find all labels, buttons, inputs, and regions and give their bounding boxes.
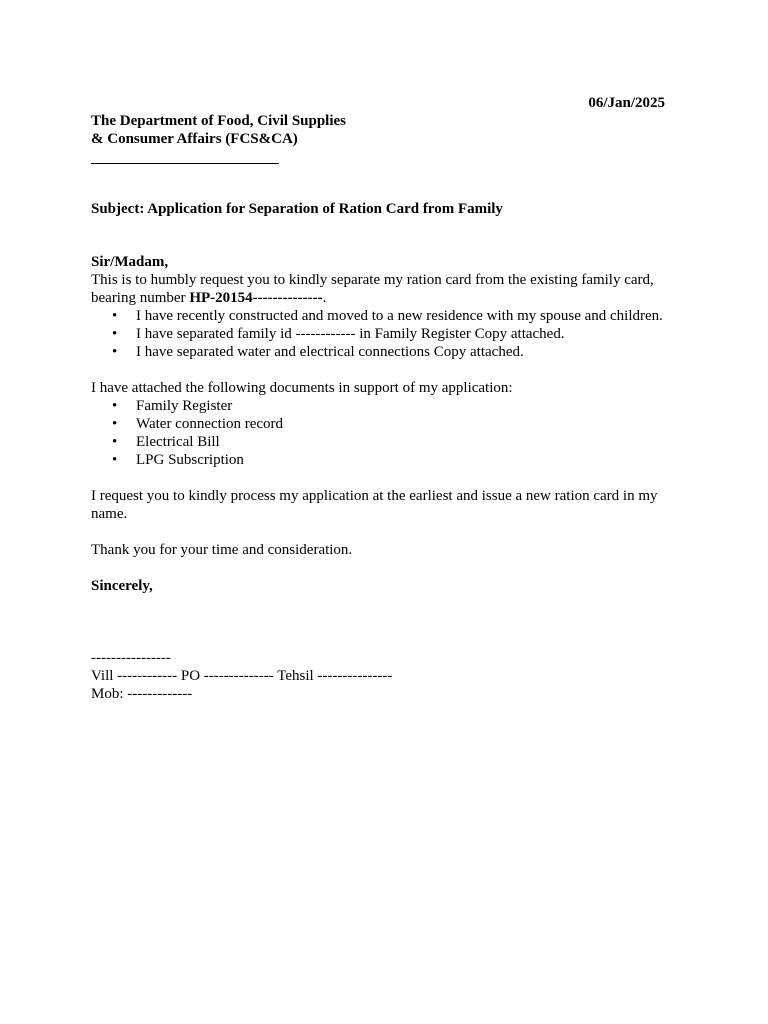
signature-space: [91, 595, 665, 649]
list-item: [91, 307, 665, 325]
spacer: [91, 523, 665, 541]
document-text: Family Register: [136, 398, 233, 414]
bullet-icon: •: [112, 452, 118, 468]
thanks-paragraph: Thank you for your time and consideration.: [91, 542, 353, 558]
document-text: LPG Subscription: [136, 452, 244, 468]
bullet-icon: •: [112, 398, 118, 414]
spacer: [91, 469, 665, 487]
list-item: [91, 451, 665, 469]
reason-text: I have separated water and electrical connections Copy attached.: [136, 344, 524, 360]
card-number: HP-20154--------------: [189, 290, 323, 306]
documents-intro: I have attached the following documents in support of my application:: [91, 380, 513, 396]
sender-address: Vill ------------ PO -------------- Tehsil ---------------: [91, 668, 393, 684]
reason-text: I have recently constructed and moved to a new residence with my spouse and children.: [136, 308, 663, 324]
bullet-icon: •: [112, 416, 118, 432]
recipient-line-2: & Consumer Affairs (FCS&CA): [91, 131, 298, 147]
documents-list: [91, 397, 665, 469]
intro-end: .: [322, 290, 327, 306]
signature-name: ----------------: [91, 650, 171, 666]
intro-text: This is to humbly request you to kindly separate my ration card from the existing family card, bearing number: [91, 272, 654, 306]
list-item: [91, 397, 665, 415]
bullet-icon: •: [112, 344, 118, 360]
spacer: [91, 361, 665, 379]
letter-date: 06/Jan/2025: [588, 95, 665, 111]
bullet-icon: •: [112, 434, 118, 450]
bullet-icon: •: [112, 326, 118, 342]
list-item: [91, 343, 665, 361]
reasons-list: [91, 307, 665, 361]
sender-mobile: Mob: -------------: [91, 686, 193, 702]
list-item: [91, 415, 665, 433]
reason-text: I have separated family id ------------ in Family Register Copy attached.: [136, 326, 565, 342]
bullet-icon: •: [112, 308, 118, 324]
request-paragraph: I request you to kindly process my application at the earliest and issue a new ration card in my name.: [91, 488, 658, 522]
letter-page: [91, 94, 665, 703]
list-item: [91, 325, 665, 343]
intro-paragraph: [91, 271, 665, 307]
document-text: Electrical Bill: [136, 434, 220, 450]
recipient-line-1: The Department of Food, Civil Supplies: [91, 113, 347, 129]
list-item: [91, 433, 665, 451]
document-text: Water connection record: [136, 416, 284, 432]
recipient-underline: [91, 148, 279, 164]
letter-subject: Subject: Application for Separation of Ration Card from Family: [91, 201, 503, 217]
salutation: Sir/Madam,: [91, 254, 169, 270]
closing: Sincerely,: [91, 578, 153, 594]
spacer: [91, 559, 665, 577]
